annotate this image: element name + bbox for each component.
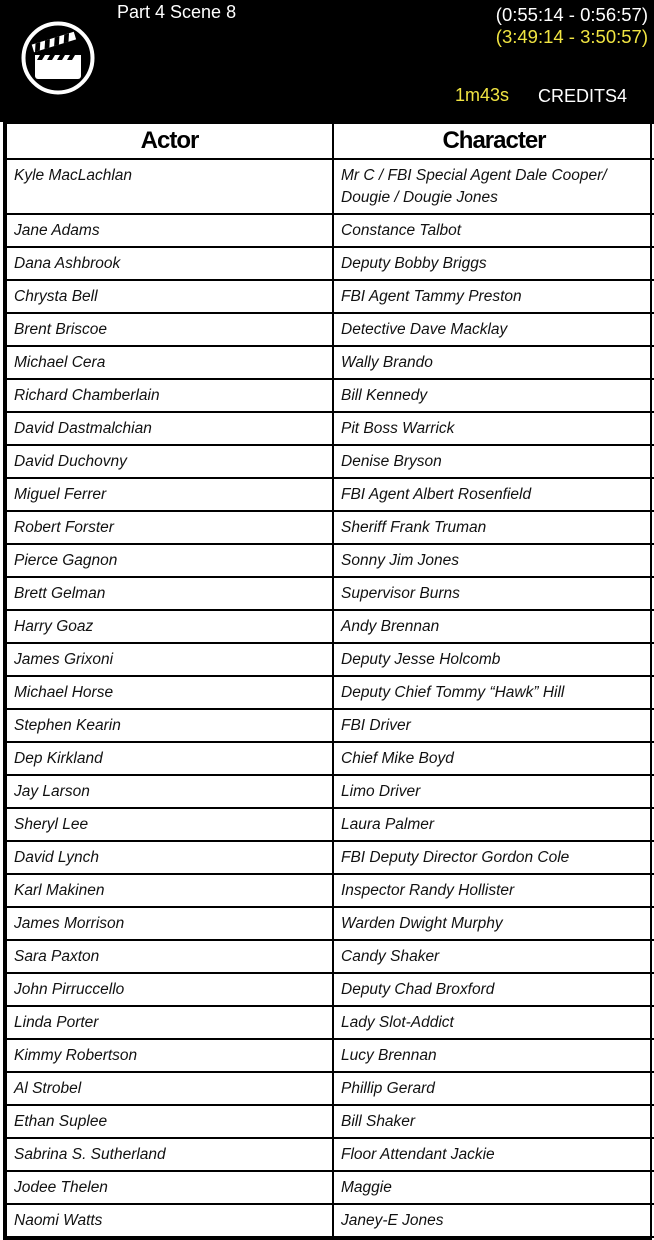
character-cell: Detective Dave Macklay xyxy=(333,313,654,346)
table-row xyxy=(6,874,654,907)
section-label: CREDITS4 xyxy=(538,86,628,106)
character-cell: Maggie xyxy=(333,1171,654,1204)
table-row xyxy=(6,379,654,412)
character-cell: Candy Shaker xyxy=(333,940,654,973)
actor-cell: Dana Ashbrook xyxy=(6,247,333,280)
clapperboard-icon xyxy=(21,21,95,95)
character-cell: Sonny Jim Jones xyxy=(333,544,654,577)
actor-cell: Miguel Ferrer xyxy=(6,478,333,511)
character-cell: FBI Driver xyxy=(333,709,654,742)
table-row xyxy=(6,1138,654,1171)
actor-cell: Richard Chamberlain xyxy=(6,379,333,412)
table-body xyxy=(6,159,654,1237)
character-cell: FBI Deputy Director Gordon Cole xyxy=(333,841,654,874)
table-row xyxy=(6,676,654,709)
character-cell: Deputy Bobby Briggs xyxy=(333,247,654,280)
character-cell: Chief Mike Boyd xyxy=(333,742,654,775)
actor-cell: Jay Larson xyxy=(6,775,333,808)
table-row xyxy=(6,478,654,511)
table-row xyxy=(6,346,654,379)
actor-cell: Michael Horse xyxy=(6,676,333,709)
character-cell: Janey-E Jones xyxy=(333,1204,654,1237)
table-row xyxy=(6,313,654,346)
table-row xyxy=(6,808,654,841)
character-cell: Denise Bryson xyxy=(333,445,654,478)
table-row xyxy=(6,940,654,973)
character-cell: Mr C / FBI Special Agent Dale Cooper/ Dougie / Dougie Jones xyxy=(333,159,654,214)
table-row xyxy=(6,841,654,874)
table-row xyxy=(6,159,654,214)
actor-cell: Linda Porter xyxy=(6,1006,333,1039)
table-row xyxy=(6,907,654,940)
actor-cell: Brent Briscoe xyxy=(6,313,333,346)
actor-cell: Al Strobel xyxy=(6,1072,333,1105)
table-row xyxy=(6,1105,654,1138)
actor-cell: David Lynch xyxy=(6,841,333,874)
table-row xyxy=(6,544,654,577)
actor-cell: Robert Forster xyxy=(6,511,333,544)
column-header-actor: Actor xyxy=(6,123,333,159)
character-cell: Pit Boss Warrick xyxy=(333,412,654,445)
character-cell: Limo Driver xyxy=(333,775,654,808)
character-cell: Inspector Randy Hollister xyxy=(333,874,654,907)
character-cell: Andy Brennan xyxy=(333,610,654,643)
actor-cell: Stephen Kearin xyxy=(6,709,333,742)
actor-cell: David Duchovny xyxy=(6,445,333,478)
table-header-row xyxy=(6,123,654,159)
actor-cell: David Dastmalchian xyxy=(6,412,333,445)
character-cell: Deputy Chad Broxford xyxy=(333,973,654,1006)
character-cell: Warden Dwight Murphy xyxy=(333,907,654,940)
actor-cell: Jane Adams xyxy=(6,214,333,247)
actor-cell: Dep Kirkland xyxy=(6,742,333,775)
cast-table-container xyxy=(3,122,652,1240)
table-row xyxy=(6,577,654,610)
actor-cell: Pierce Gagnon xyxy=(6,544,333,577)
character-cell: Wally Brando xyxy=(333,346,654,379)
table-row xyxy=(6,1072,654,1105)
table-row xyxy=(6,1171,654,1204)
cast-table xyxy=(5,122,654,1238)
episode-time-range: (0:55:14 - 0:56:57) xyxy=(495,4,648,25)
table-row xyxy=(6,214,654,247)
table-row xyxy=(6,445,654,478)
character-cell: Phillip Gerard xyxy=(333,1072,654,1105)
actor-cell: Brett Gelman xyxy=(6,577,333,610)
actor-cell: James Morrison xyxy=(6,907,333,940)
character-cell: Constance Talbot xyxy=(333,214,654,247)
table-row xyxy=(6,775,654,808)
table-row xyxy=(6,742,654,775)
scene-title: Part 4 Scene 8 xyxy=(117,2,237,22)
table-row xyxy=(6,1204,654,1237)
actor-cell: Naomi Watts xyxy=(6,1204,333,1237)
character-cell: Supervisor Burns xyxy=(333,577,654,610)
character-cell: Deputy Chief Tommy “Hawk” Hill xyxy=(333,676,654,709)
table-row xyxy=(6,709,654,742)
character-cell: FBI Agent Albert Rosenfield xyxy=(333,478,654,511)
character-cell: Bill Kennedy xyxy=(333,379,654,412)
actor-cell: Chrysta Bell xyxy=(6,280,333,313)
table-row xyxy=(6,610,654,643)
table-row xyxy=(6,643,654,676)
character-cell: Floor Attendant Jackie xyxy=(333,1138,654,1171)
actor-cell: Karl Makinen xyxy=(6,874,333,907)
actor-cell: Kimmy Robertson xyxy=(6,1039,333,1072)
actor-cell: Sara Paxton xyxy=(6,940,333,973)
table-row xyxy=(6,1006,654,1039)
character-cell: Lucy Brennan xyxy=(333,1039,654,1072)
character-cell: Bill Shaker xyxy=(333,1105,654,1138)
column-header-character: Character xyxy=(333,123,654,159)
actor-cell: Sabrina S. Sutherland xyxy=(6,1138,333,1171)
character-cell: Laura Palmer xyxy=(333,808,654,841)
table-row xyxy=(6,280,654,313)
total-time-range: (3:49:14 - 3:50:57) xyxy=(495,26,648,47)
table-row xyxy=(6,247,654,280)
table-row xyxy=(6,973,654,1006)
actor-cell: Kyle MacLachlan xyxy=(6,159,333,214)
character-cell: Sheriff Frank Truman xyxy=(333,511,654,544)
actor-cell: Ethan Suplee xyxy=(6,1105,333,1138)
character-cell: Deputy Jesse Holcomb xyxy=(333,643,654,676)
actor-cell: James Grixoni xyxy=(6,643,333,676)
actor-cell: John Pirruccello xyxy=(6,973,333,1006)
actor-cell: Michael Cera xyxy=(6,346,333,379)
actor-cell: Jodee Thelen xyxy=(6,1171,333,1204)
actor-cell: Sheryl Lee xyxy=(6,808,333,841)
table-row xyxy=(6,511,654,544)
character-cell: FBI Agent Tammy Preston xyxy=(333,280,654,313)
table-row xyxy=(6,1039,654,1072)
actor-cell: Harry Goaz xyxy=(6,610,333,643)
scene-duration: 1m43s xyxy=(455,85,510,105)
character-cell: Lady Slot-Addict xyxy=(333,1006,654,1039)
scene-header xyxy=(0,0,654,122)
table-row xyxy=(6,412,654,445)
